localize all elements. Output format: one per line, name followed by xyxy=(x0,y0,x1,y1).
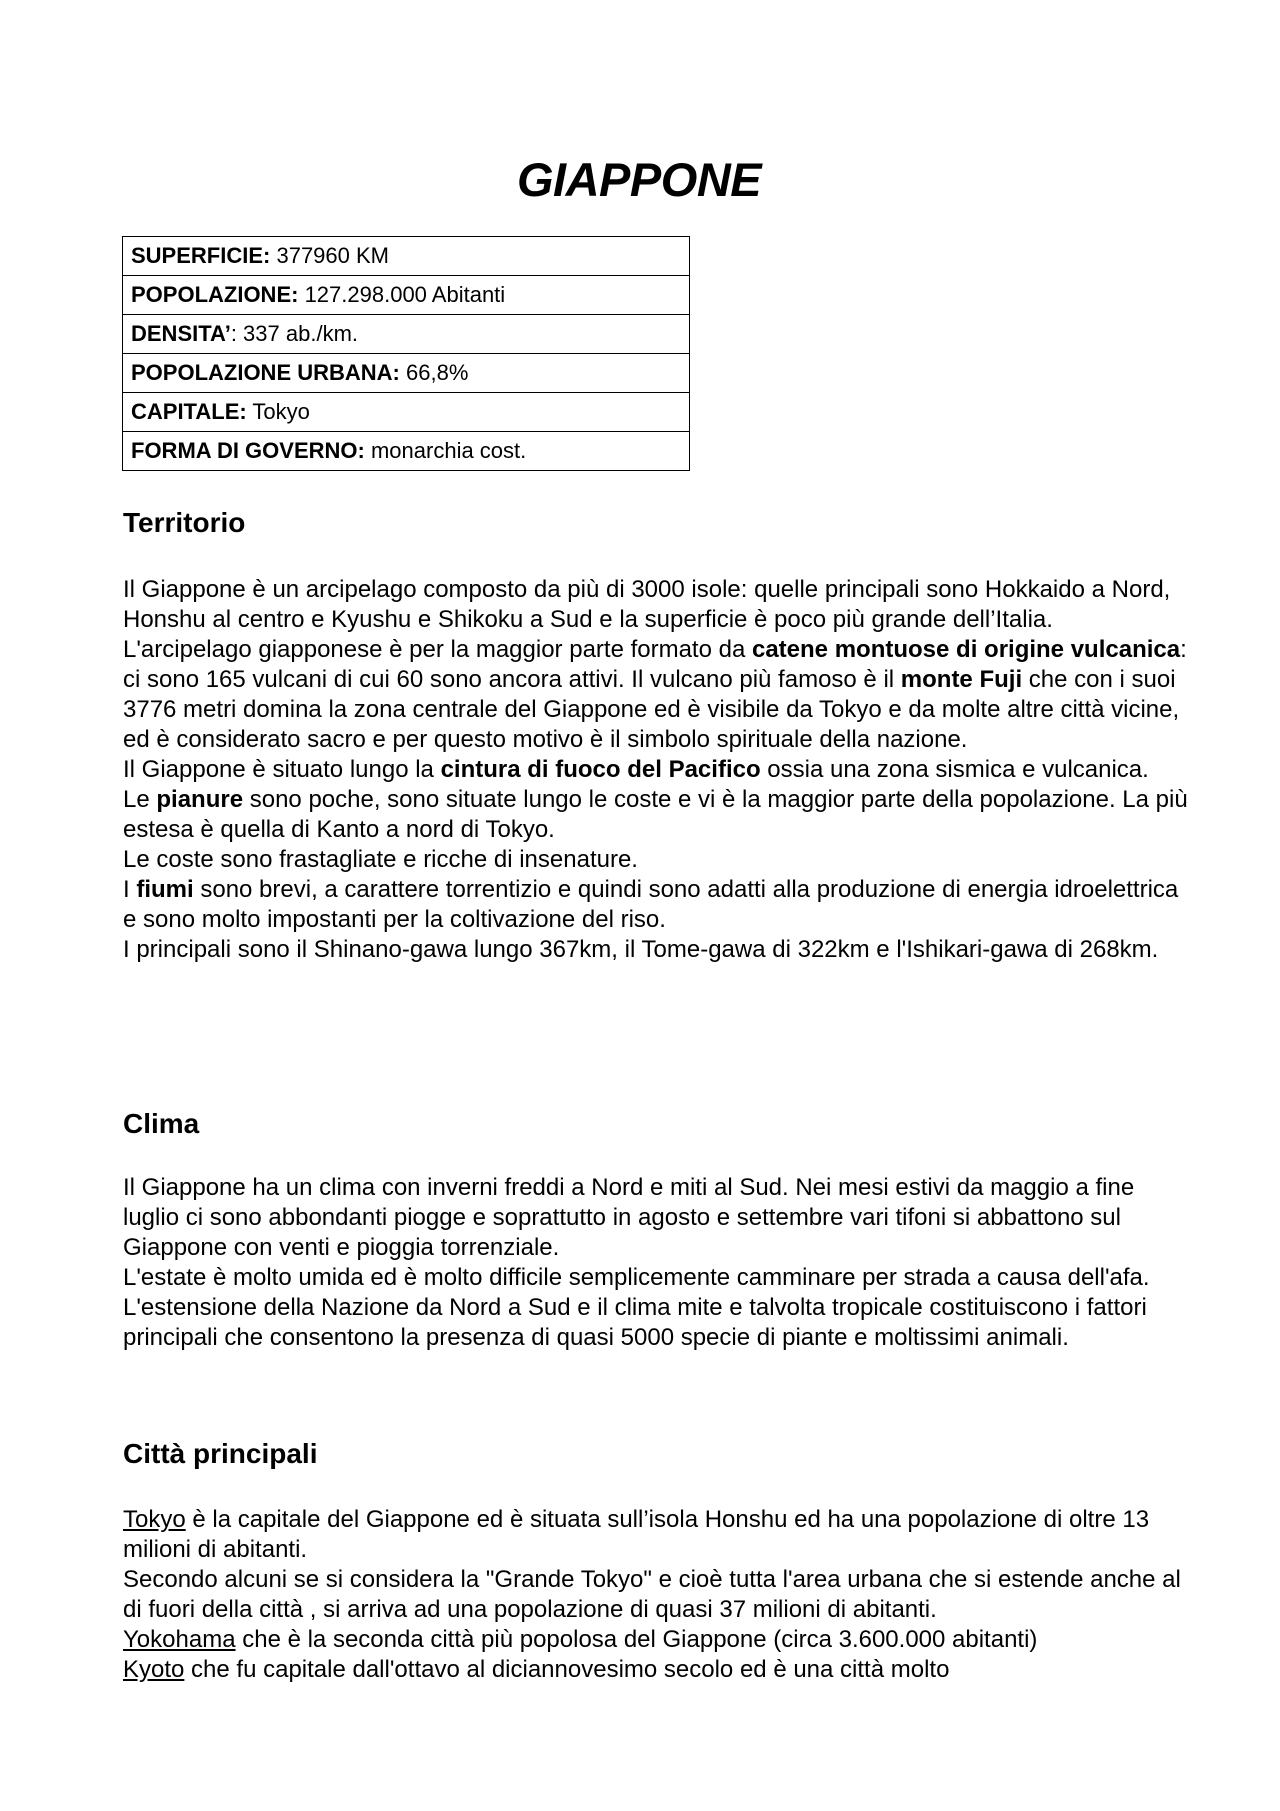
table-row xyxy=(123,276,690,315)
text-run: : ci sono 165 vulcani di cui 60 sono ancora attivi. Il vulcano più famoso è il xyxy=(123,636,1187,693)
text-run: sono brevi, a carattere torrentizio e quindi sono adatti alla produzione di energia idroelettrica e sono molto impostanti per la coltivazione del riso. xyxy=(123,876,1179,933)
text-run: Le xyxy=(123,786,157,813)
fact-value: : 337 ab./km. xyxy=(230,321,359,346)
table-row xyxy=(123,432,690,471)
section-heading-territorio: Territorio xyxy=(123,507,246,538)
paragraph: L'estate è molto umida ed è molto difficile semplicemente camminare per strada a causa dell'afa. xyxy=(123,1264,1150,1291)
fact-value: 127.298.000 Abitanti xyxy=(298,282,506,307)
city-link-kyoto: Kyoto xyxy=(123,1656,185,1683)
bold-text: cintura di fuoco del Pacifico xyxy=(440,756,761,783)
paragraph xyxy=(123,1625,1193,1655)
bold-text: catene montuose di origine vulcanica xyxy=(751,636,1181,663)
paragraph xyxy=(123,1505,1193,1565)
fact-label: FORMA DI GOVERNO: xyxy=(131,438,365,463)
paragraph xyxy=(123,1655,1193,1685)
fact-label: SUPERFICIE: xyxy=(131,243,271,268)
fact-value: monarchia cost. xyxy=(364,438,527,463)
fact-cell xyxy=(123,354,690,393)
fact-label: CAPITALE: xyxy=(131,399,247,424)
table-row xyxy=(123,354,690,393)
table-row xyxy=(123,237,690,276)
bold-text: fiumi xyxy=(136,876,194,903)
city-link-tokyo: Tokyo xyxy=(123,1506,186,1533)
section-heading-clima: Clima xyxy=(123,1108,200,1139)
text-run: L'arcipelago giapponese è per la maggior parte formato da xyxy=(123,636,752,663)
paragraph xyxy=(123,785,1193,845)
fact-label: DENSITA’ xyxy=(131,321,231,346)
page-title: GIAPPONE xyxy=(517,153,762,206)
table-row xyxy=(123,315,690,354)
fact-cell xyxy=(123,432,690,471)
fact-value: Tokyo xyxy=(246,399,310,424)
text-run: che fu capitale dall'ottavo al diciannovesimo secolo ed è una città molto xyxy=(184,1656,950,1683)
text-run: sono poche, sono situate lungo le coste e vi è la maggior parte della popolazione. La più estesa è quella di Kanto a nord di Tokyo. xyxy=(123,786,1188,843)
paragraph: I principali sono il Shinano-gawa lungo 367km, il Tome-gawa di 322km e l'Ishikari-gawa di 268km. xyxy=(123,936,1159,963)
facts-table xyxy=(122,236,690,471)
bold-text: monte Fuji xyxy=(900,666,1023,693)
fact-label: POPOLAZIONE: xyxy=(131,282,299,307)
paragraph xyxy=(123,755,1193,785)
section-heading-citta: Città principali xyxy=(123,1438,318,1469)
text-run: che è la seconda città più popolosa del Giappone (circa 3.600.000 abitanti) xyxy=(235,1626,1038,1653)
clima-text xyxy=(123,1173,1193,1353)
paragraph: L'estensione della Nazione da Nord a Sud e il clima mite e talvolta tropicale costituiscono i fattori principali che consentono la presenza di quasi 5000 specie di piante e moltissimi animali. xyxy=(123,1294,1147,1351)
text-run: è la capitale del Giappone ed è situata sull’isola Honshu ed ha una popolazione di oltre 13 milioni di abitanti. xyxy=(123,1506,1150,1563)
fact-cell xyxy=(123,237,690,276)
paragraph xyxy=(123,875,1193,935)
text-run: che con i suoi 3776 metri domina la zona centrale del Giappone ed è visibile da Tokyo e da molte altre città vicine, ed è considerato sacro e per questo motivo è il simbolo spirituale della nazione. xyxy=(123,666,1180,753)
paragraph: Il Giappone ha un clima con inverni freddi a Nord e miti al Sud. Nei mesi estivi da maggio a fine luglio ci sono abbondanti piogge e soprattutto in agosto e settembre vari tifoni si abbattono sul Giappone con venti e pioggia torrenziale. xyxy=(123,1174,1135,1261)
fact-value: 377960 KM xyxy=(270,243,389,268)
text-run: I xyxy=(123,876,137,903)
fact-cell xyxy=(123,393,690,432)
table-row xyxy=(123,393,690,432)
territorio-text xyxy=(123,575,1193,965)
paragraph: Secondo alcuni se si considera la "Grande Tokyo" e cioè tutta l'area urbana che si estende anche al di fuori della città , si arriva ad una popolazione di quasi 37 milioni di abitanti. xyxy=(123,1566,1181,1623)
fact-value: 66,8% xyxy=(399,360,469,385)
bold-text: pianure xyxy=(156,786,244,813)
fact-label: POPOLAZIONE URBANA: xyxy=(131,360,400,385)
city-link-yokohama: Yokohama xyxy=(123,1626,236,1653)
paragraph: Le coste sono frastagliate e ricche di insenature. xyxy=(123,846,638,873)
fact-cell xyxy=(123,276,690,315)
citta-text xyxy=(123,1505,1193,1685)
fact-cell xyxy=(123,315,690,354)
paragraph: Il Giappone è un arcipelago composto da più di 3000 isole: quelle principali sono Hokkaido a Nord, Honshu al centro e Kyushu e Shikoku a Sud e la superficie è poco più grande dell’Italia. xyxy=(123,576,1171,633)
paragraph xyxy=(123,635,1193,755)
text-run: ossia una zona sismica e vulcanica. xyxy=(760,756,1149,783)
text-run: Il Giappone è situato lungo la xyxy=(123,756,441,783)
